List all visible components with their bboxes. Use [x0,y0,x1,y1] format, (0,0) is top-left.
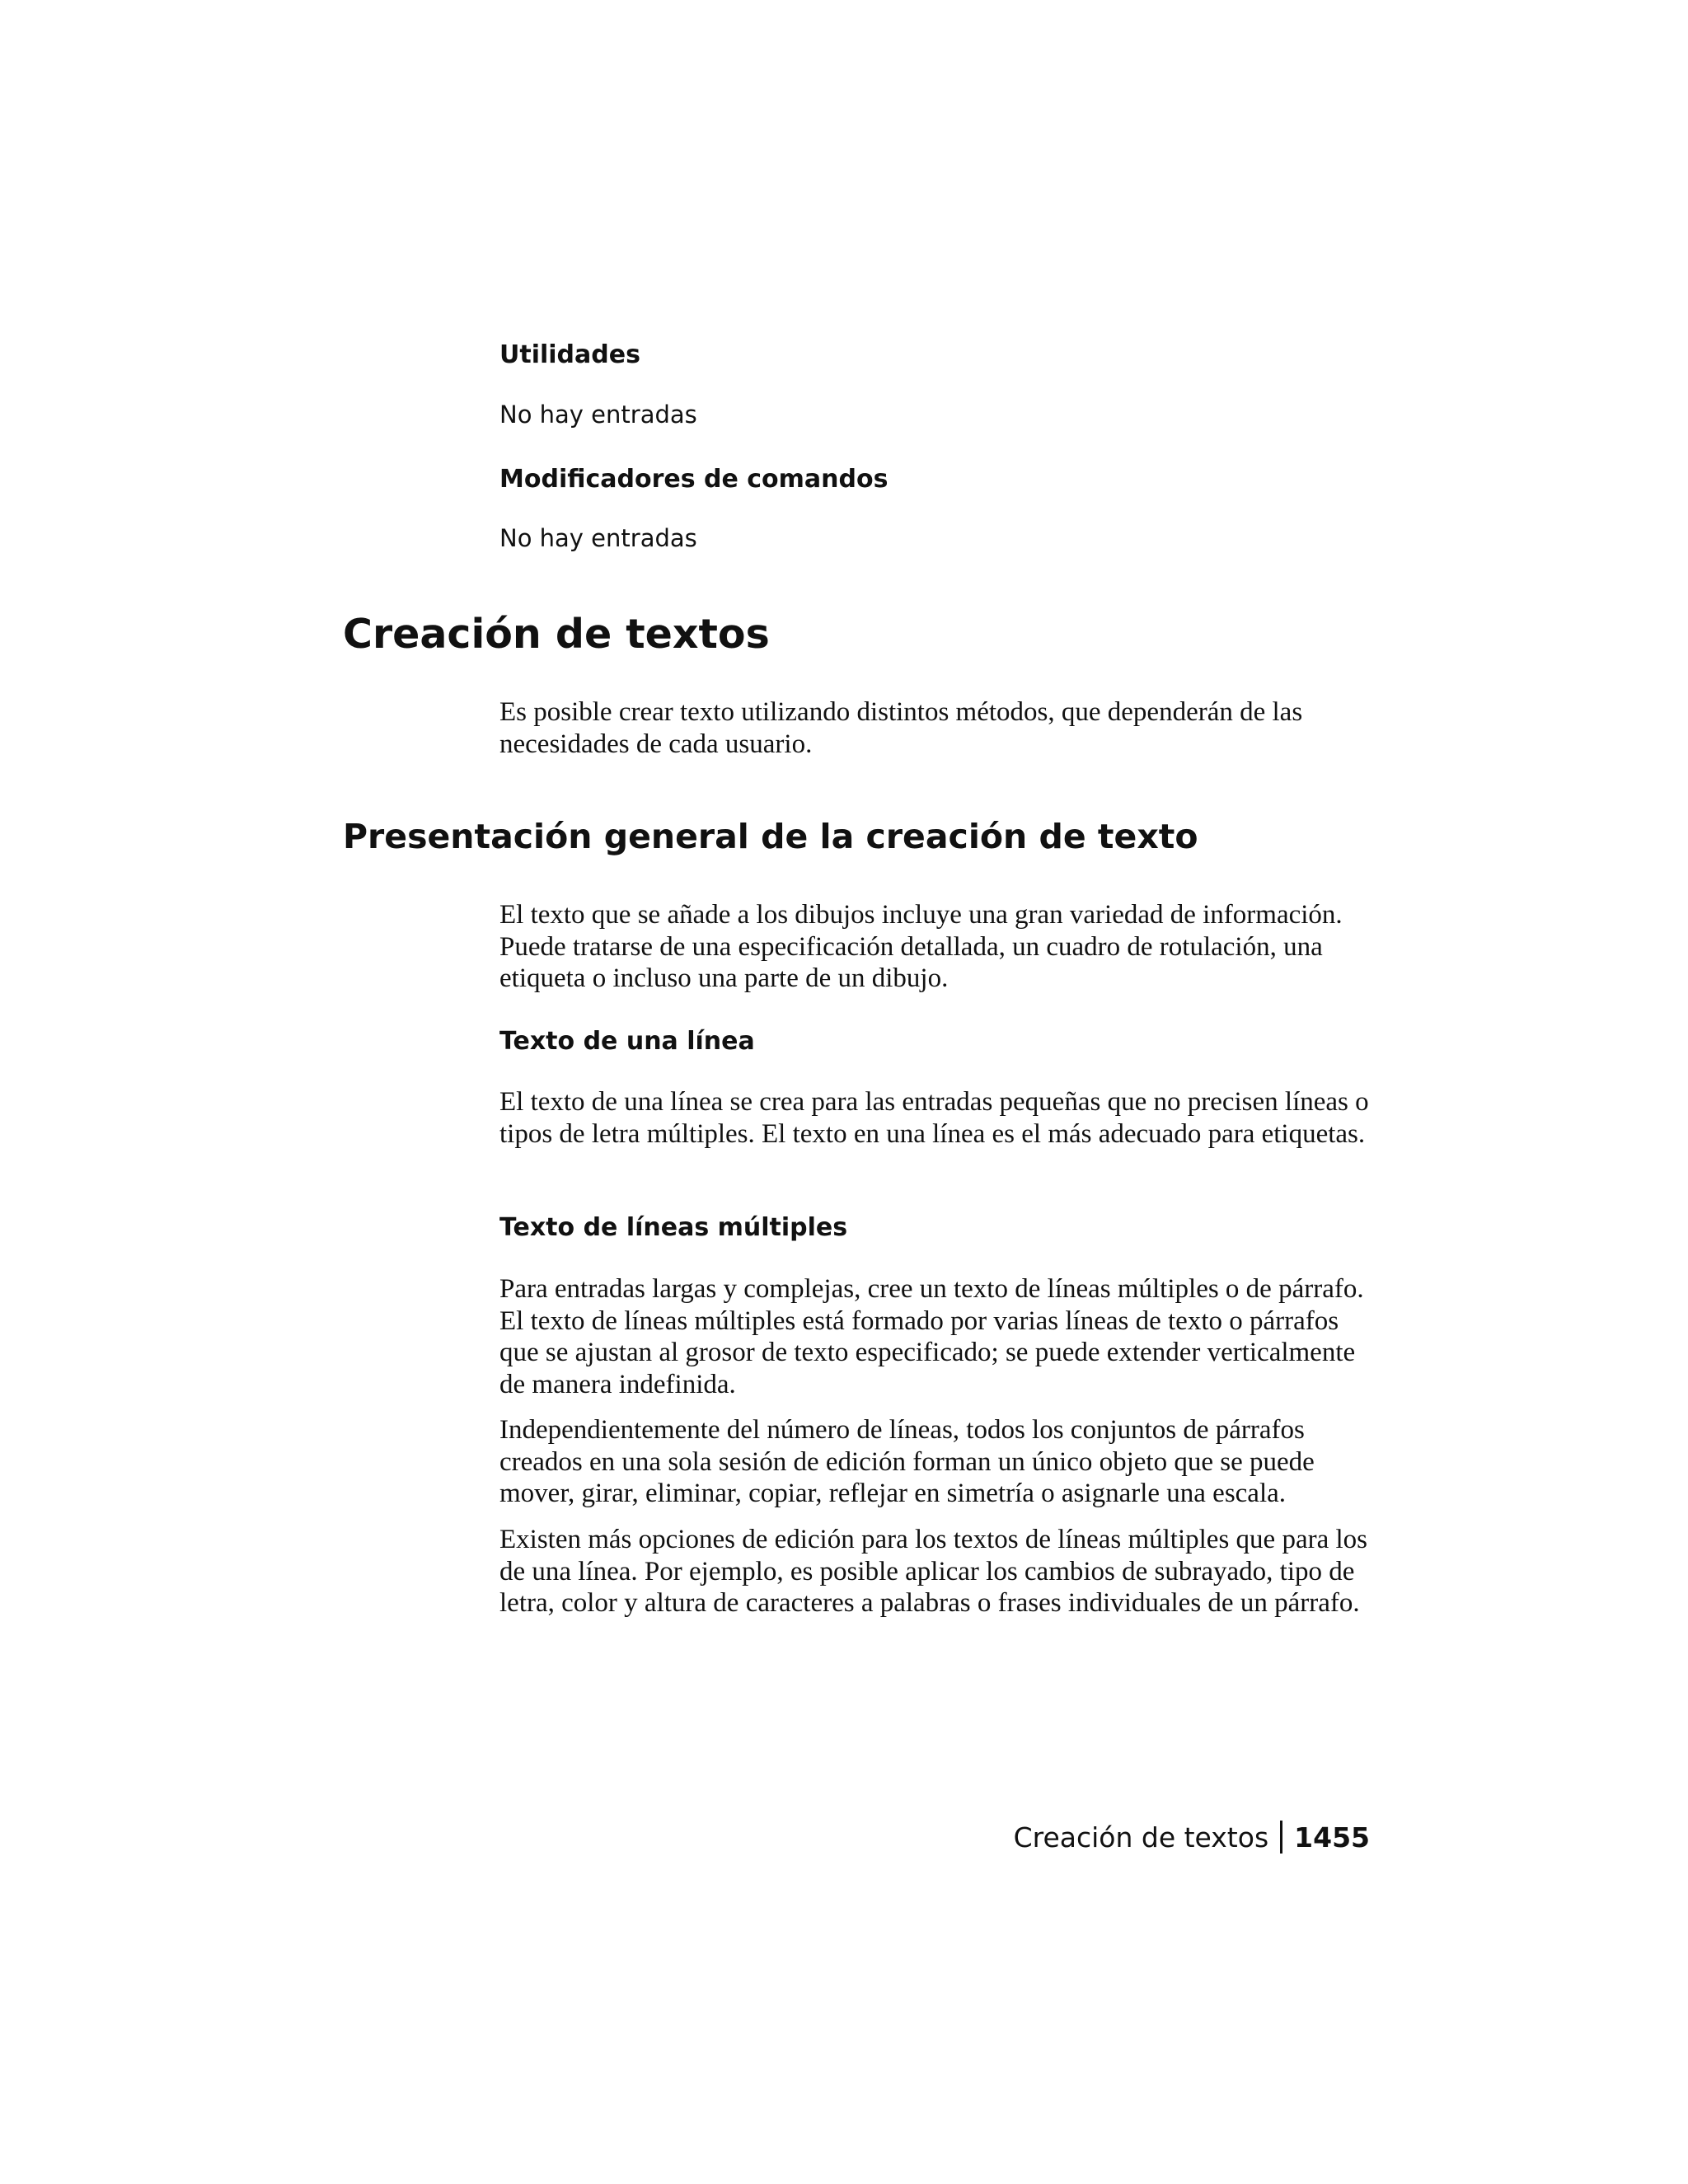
modificadores-text: No hay entradas [499,524,697,552]
single-line-text: El texto de una línea se crea para las entradas pequeñas que no precisen líneas o tipos de letra múltiples. El texto en una línea es el más adecuado para etiquetas. [499,1087,1369,1149]
modificadores-heading: Modificadores de comandos [499,465,889,494]
creacion-intro: Es posible crear texto utilizando distintos métodos, que dependerán de las necesidades de cada usuario. [499,697,1303,759]
multi-line-paragraph: Existen más opciones de edición para los textos de líneas múltiples que para los de una línea. Por ejemplo, es posible aplicar los cambios de subrayado, tipo de letra, color y altura de caracteres a palabras o frases individuales de un párrafo. [499,1525,1367,1618]
page-footer [1014,1821,1370,1854]
multi-line-heading: Texto de líneas múltiples [499,1213,848,1242]
presentacion-title: Presentación general de la creación de texto [343,817,1198,856]
multi-line-paragraph: Independientemente del número de líneas, todos los conjuntos de párrafos creados en una sola sesión de edición forman un único objeto que se puede mover, girar, eliminar, copiar, reflejar en simetría o asignarle una escala. [499,1415,1315,1508]
footer-section-title: Creación de textos [1013,1821,1269,1854]
presentacion-intro: El texto que se añade a los dibujos incluye una gran variedad de información. Puede tratarse de una especificación detallada, un cuadro de rotulación, una etiqueta o incluso una parte de un dibujo. [499,900,1343,993]
utilidades-heading: Utilidades [499,340,640,369]
utilidades-text: No hay entradas [499,401,697,429]
footer-separator [1280,1821,1282,1854]
creacion-title: Creación de textos [343,611,770,658]
multi-line-paragraph: Para entradas largas y complejas, cree un texto de líneas múltiples o de párrafo. El texto de líneas múltiples está formado por varias líneas de texto o párrafos que se ajustan al grosor de texto especificado; se puede extender verticalmente de manera indefinida. [499,1274,1364,1399]
page-number: 1455 [1294,1821,1370,1854]
single-line-heading: Texto de una línea [499,1027,755,1056]
